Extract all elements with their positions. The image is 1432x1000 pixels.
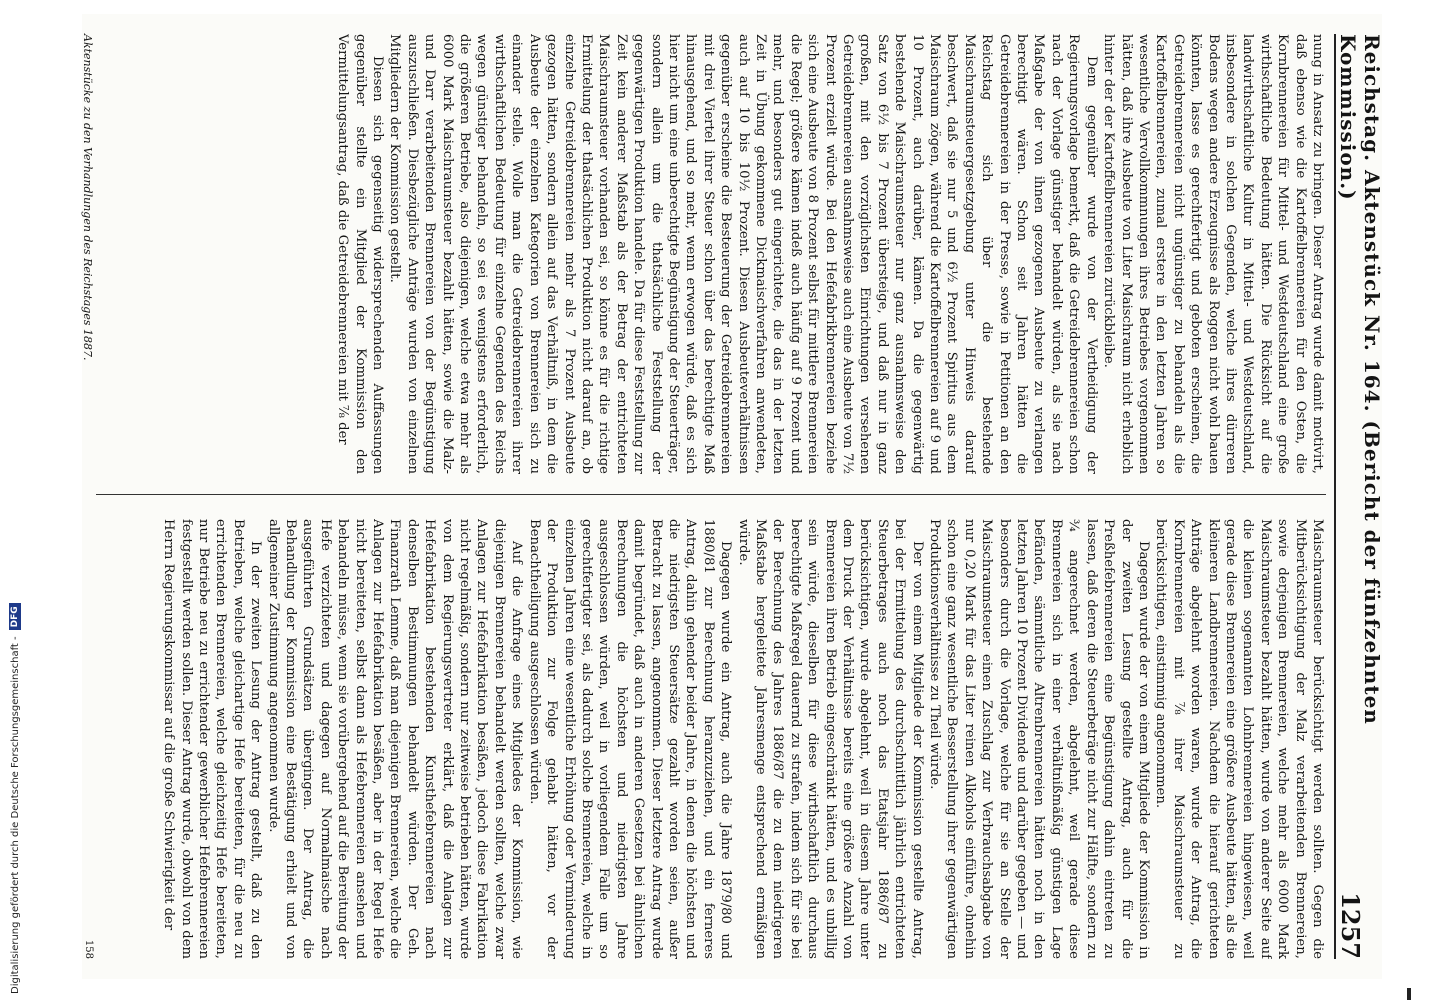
column-divider bbox=[96, 494, 1326, 495]
page-number: 1257 bbox=[1336, 892, 1365, 959]
paragraph: Dagegen wurde ein Antrag, auch die Jahre 1879/80 und 1880/81 zur Berechnung heranzuziehen, und ein ferneres Antrag, dahin gehender beider Jahre, in denen die höchsten und die niedrigsten Steuersätze gezahlt worden seien, außer Betracht zu lassen, angenommen. Dieser letztere Antrag wurde damit begründet, daß auch in anderen Gesetzen bei ähnlichen Berechnungen die höchsten und niedrigsten Jahre ausgeschlossen würden, weil in vorliegendem Falle um so gerechtfertigter sei, als dadurch solche Brennereien, welche in einzelnen Jahren eine wesentliche Erhöhung oder Verminderung der Produktion zur Folge gehabt hätten, vor der Benachtheiligung ausgeschlossen würden. bbox=[526, 519, 734, 959]
sheet-number: 158 bbox=[83, 939, 94, 959]
document-page bbox=[82, 14, 1382, 979]
paragraph: Auf die Anfrage eines Mitgliedes der Kommission, wie diejenigen Brennereien behandelt werden sollten, welche zwar Anlagen zur Hefefabrikation besäßen, jedoch diese Fabrikation nicht regelmäßig, sondern nur zeitweise betrieben hätten, wurde von dem Regierungsvertreter erklärt, daß die Anlagen zur Hefefabrikation bestehenden Kunsthefebrennereien nach denselben Bestimmungen behandelt würden. Der Geh. Finanzrath Lemme, daß man diejenigen Brennereien, welche die Anlagen zur Hefefabrikation besäßen, aber in der Regel Hefe nicht bereiteten, selbst dann als Hefebrennereien ansehen und behandeln müsse, wenn sie vorübergehend auf die Bereitung der Hefe verzichteten und dagegen auf Normalmaische nach ausgeführten Grundsätzen übergingen. Der Antrag, die Behandlung der Kommission eine Bestätigung erhielt und von allgemeiner Zustimmung angenommen wurde. bbox=[265, 519, 525, 959]
digitization-text: Digitalisierung gefördert durch die Deutsche Forschungsgemeinschaft - bbox=[9, 636, 21, 994]
paragraph: nung in Ansatz zu bringen. Dieser Antrag wurde damit motivirt, daß ebenso wie die Kartoffelbrennereien für den Osten, die Kornbrennereien für Mittel- und Westdeutschland eine große wirthschaftliche Bedeutung hätten. Die Rücksicht auf die landwirthschaftliche Kultur in Mittel- und Westdeutschland, insbesondere in solchen Gegenden, welche ihres dürreren Bodens wegen andere Erzeugnisse als Roggen nicht wohl bauen könnten, lasse es gerechtfertigt und geboten erscheinen, die Getreidebrennereien nicht ungünstiger zu behandeln als die Kartoffelbrennereien, zumal erstere in den letzten Jahren so wesentliche Vervollkommnungen ihres Betriebes vorgenommen hätten, daß ihre Ausbeute von Liter Maischraum nicht erheblich hinter der der Kartoffelbrennereien zurückbleibe. bbox=[1101, 34, 1325, 474]
paragraph: Maischraumsteuer berücksichtigt werden sollten. Gegen die Mitberücksichtigung der Malz verarbeitenden Brennereien, sowie derjenigen Brennereien, welche mehr als 6000 Mark Maischraumsteuer bezahlt hätten, wurde von anderer Seite auf die kleinen sogenannten Lohnbrennereien hingewiesen, weil gerade diese Brennereien eine größere Ausbeute hätten, als die kleineren Landbrennereien. Nachdem die hierauf gerichteten Anträge abgelehnt worden waren, wurde der Antrag, die Kornbrennereien mit ⅞ ihrer Maischraumsteuer zu berücksichtigen, einstimmig angenommen. bbox=[1153, 519, 1325, 959]
page-footer bbox=[81, 34, 94, 959]
scan-edge-mark bbox=[1407, 988, 1411, 1000]
running-title: Reichstag. Aktenstück Nr. 164. (Bericht der fünfzehnten Kommission.) bbox=[1336, 34, 1384, 725]
paragraph: Dem gegenüber wurde von der Vertheidigung der Regierungsvorlage bemerkt, daß die Getreidebrennereien schon nach der Vorlage günstiger behandelt würden, als sie nach Maßgabe der von ihnen gezogenen Ausbeute zu verlangen berechtigt wären. Schon seit Jahren hätten die Getreidebrennereien in der Presse, sowie in Petitionen an den Reichstag sich über die bestehende Maischraumsteuergesetzgebung unter Hinweis darauf beschwert, daß sie nur 5 und 6½ Prozent Spiritus aus dem Maischraum zögen, während die Kartoffelbrennereien auf 9 und 10 Prozent, auch darüber, kämen. Da die gegenwärtig bestehende Maischraumsteuer nur ganz ausnahmsweise den Satz von 6½ bis 7 Prozent übersteige, und daß nur in ganz großen, mit den vorzüglichsten Einrichtungen versehenen Getreidebrennereien ausnahmsweise auch eine Ausbeute von 7½ Prozent erzielt würde. Bei den Hefefabrikbrennereien beziehe sich eine Ausbeute von 8 Prozent selbst für mittlere Brennereien die Regel; größere kämen indeß auch häufig auf 9 Prozent und mehr, und besonders gut eingerichtete, die das in der letzten Zeit in Übung gekommene Dickmaischverfahren anwendeten, auch auf 10 bis 10½ Prozent. Diesen Ausbeuteverhältnissen gegenüber erscheine die Besteuerung der Getreidebrennereien mit drei Viertel ihrer Steuer schon über das berechtigte Maß hinausgehend, und so mehr, wenn erwogen würde, daß es sich hier nicht um eine unberechtigte Begünstigung der Steuerträger, sondern allein um die thatsächliche Feststellung der gegenwärtigen Produktion handele. Da für diese Feststellung zur Zeit kein anderer Maßstab als der Betrag der entrichteten Maischraumsteuer vorhanden sei, so könne es für die richtige Ermittelung der thatsächlichen Produktion nicht darauf an, ob einzelne Getreidebrennereien mehr als 7 Prozent Ausbeute gezogen hätten, sondern allein auf das Verhältniß, in dem die Ausbeute der einzelnen Kategorien von Brennereien sich zu einander stelle. Wolle man die Getreidebrennereien ihrer wirthschaftlichen Bedeutung für einzelne Gegenden des Reichs wegen günstiger behandeln, so sei es wenigstens erforderlich, die größeren Betriebe, also diejenigen, welche etwa mehr als 6000 Mark Maischraumsteuer bezahlt hätten, sowie die Malz- und Darr verarbeitenden Brennereien von der Begünstigung auszuschließen. Diesbezügliche Anträge wurden von einzelnen Mitgliedern der Kommission gestellt. bbox=[387, 34, 1099, 474]
text-column-left bbox=[96, 34, 1326, 474]
digitization-notice bbox=[4, 554, 26, 994]
paragraph: In der zweiten Lesung der Antrag gestellt, daß zu den Betrieben, welche gleichartige Hefe bereiteten, für die neu zu errichtenden Brennereien, welche gleichzeitig Hefe bereiteten, nur Betriebe neu zu errichtender gewerblicher Hefebrennereien festgestellt werden sollen. Dieser Antrag wurde, obwohl von dem Herrn Regierungskommissar auf die große Schwierigkeit der bbox=[161, 519, 264, 959]
paragraph: Diesen sich gegenseitig widersprechenden Auffassungen gegenüber stellte ein Mitglied der Kommission den Vermittelungsantrag, daß die Getreidebrennereien mit ⅞ der bbox=[335, 34, 386, 474]
text-column-right bbox=[96, 519, 1326, 959]
paragraph: Der von einem Mitgliede der Kommission gestellte Antrag, bei der Ermittelung des durchschnittlich jährlich entrichteten Steuerbetrages auch noch das Etatsjahr 1886/87 zu berücksichtigen, wurde abgelehnt, weil in diesem Jahre unter dem Druck der Verhältnisse bereits eine größere Anzahl von Brennereien ihren Betrieb eingeschränkt hätten, und es unbillig sein würde, dieselben für diese wirthschaftlich durchaus berechtigte Maßregel dauernd zu strafen, indem sich für sie bei der Berechnung des Jahres 1886/87 die zu dem niedrigeren Maßstabe hergeleitete Jahresmenge entsprechend ermäßigen würde. bbox=[735, 519, 925, 959]
paragraph: Dagegen wurde der von einem Mitgliede der Kommission in der zweiten Lesung gestellte Antrag, auch für die Preßhefebrennereien eine Begünstigung dahin eintreten zu lassen, daß deren die Steuerbeträge nicht zur Hälfte, sondern zu ¾ angerechnet werden, abgelehnt, weil gerade diese Brennereien sich in einer verhältnißmäßig günstigen Lage befänden, sämmtliche Altrenbrennereien hätten noch in den letzten Jahren 10 Prozent Dividende und darüber gegeben — und besonders durch die Vorlage, welche für sie an Stelle der Maischraumsteuer einen Zuschlag zur Verbrauchsabgabe von nur 0,20 Mark für das Liter reinen Alkohols einführe, ohnehin schon eine ganz wesentliche Besserstellung ihrer gegenwärtigen Produktionsverhältnisse zu Theil würde. bbox=[927, 519, 1151, 959]
publication-footnote: Aktenstücke zu den Verhandlungen des Reichstages 1887. bbox=[81, 34, 94, 361]
dfg-logo: DFG bbox=[9, 603, 21, 630]
page-header bbox=[1334, 34, 1384, 959]
